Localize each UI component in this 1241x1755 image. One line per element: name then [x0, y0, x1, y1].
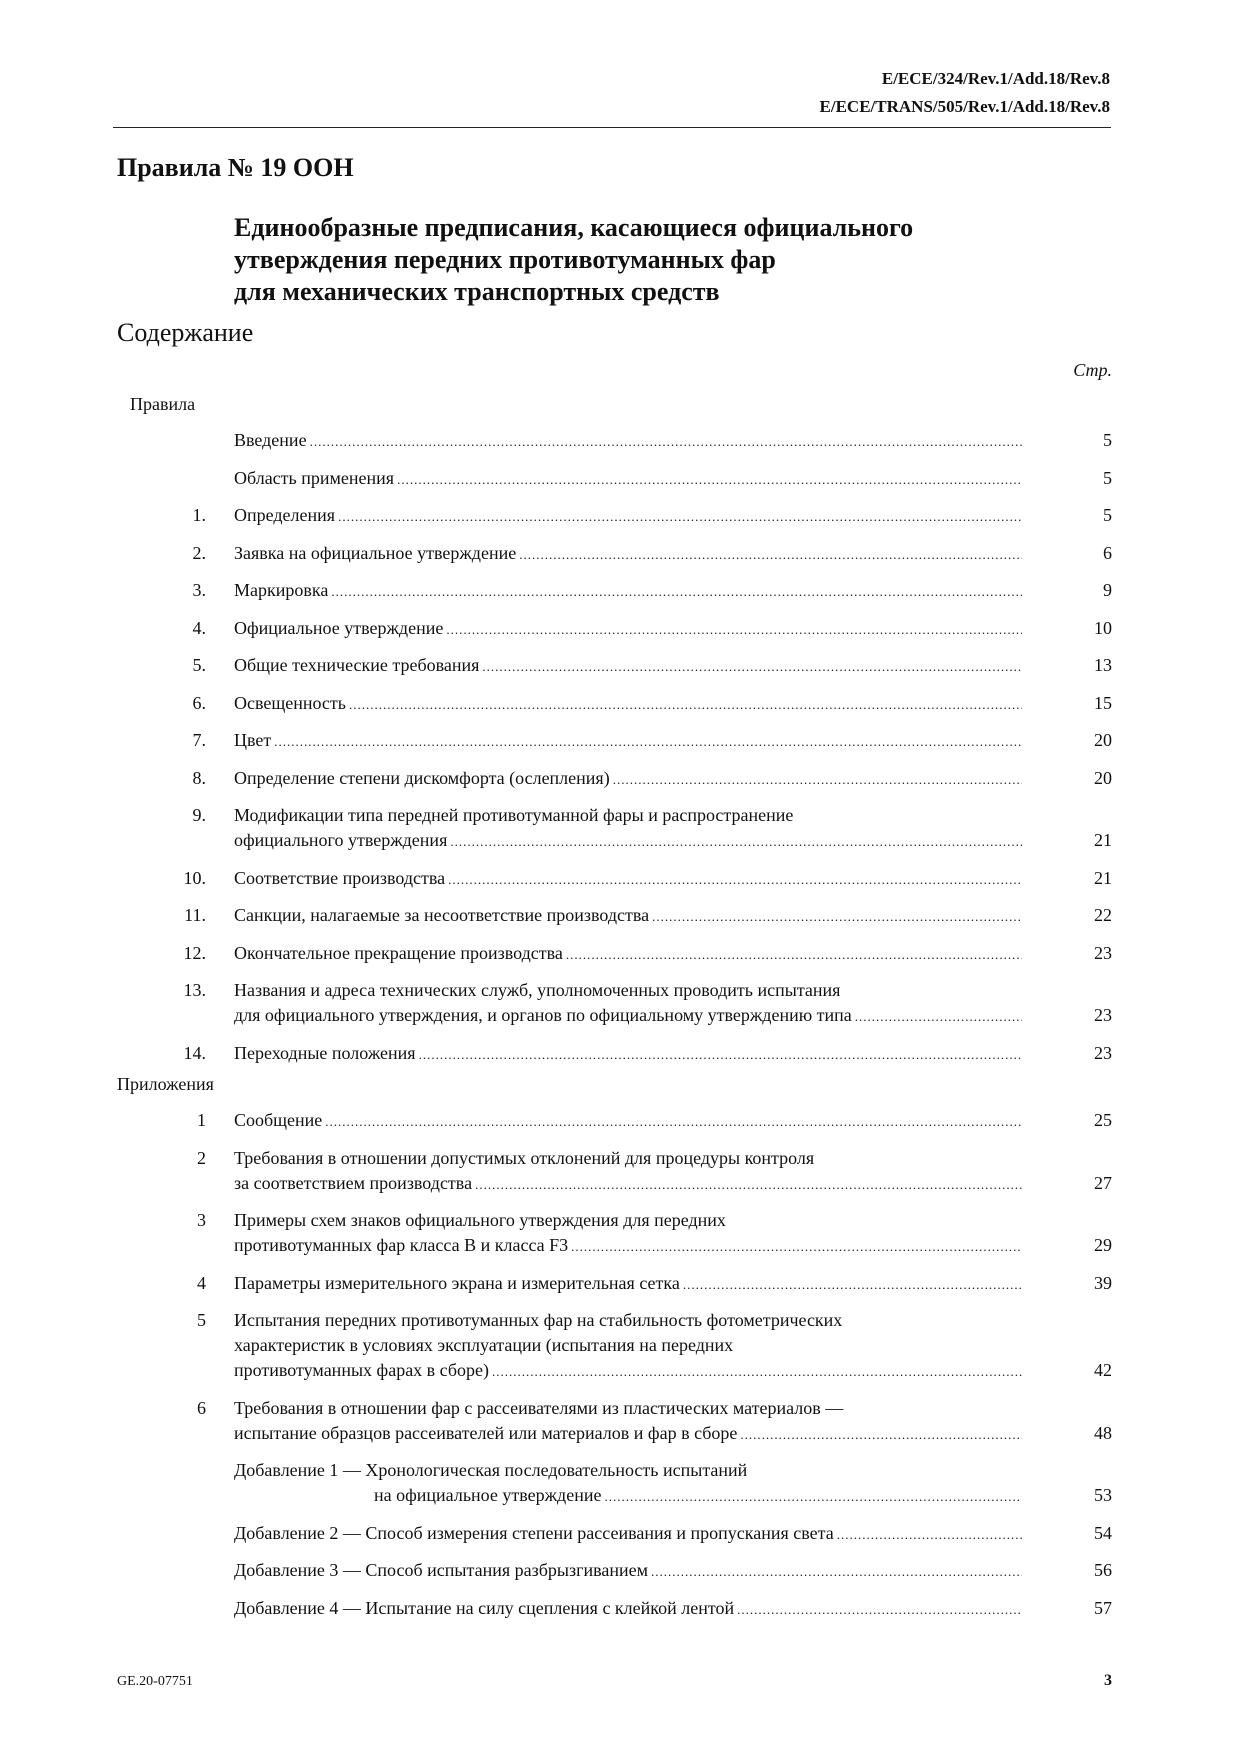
- toc-entry-title: [234, 466, 1022, 492]
- toc-entry-text-line: Требования в отношении фар с рассеивателями из пластических материалов —: [234, 1397, 844, 1418]
- toc-entry-text-line: Модификации типа передней противотуманной фары и распространение: [234, 805, 794, 825]
- dot-leader: [648, 1558, 1022, 1584]
- toc-entry-number: 6: [197, 1397, 206, 1418]
- toc-entry-text-line: Названия и адреса технических служб, уполномоченных проводить испытания: [234, 980, 841, 1000]
- toc-entry-page: 54: [1094, 1522, 1112, 1543]
- dot-leader: [737, 1421, 1022, 1447]
- dot-leader: [568, 1233, 1022, 1259]
- toc-entry-page: 6: [1103, 542, 1112, 563]
- toc-entry-text-line: Соответствие производства: [234, 867, 446, 888]
- dot-leader: [271, 728, 1022, 754]
- toc-entry-text-line: официального утверждения: [234, 830, 448, 850]
- toc-entry-page: 48: [1094, 1422, 1112, 1443]
- toc-entry-title: [234, 903, 1022, 929]
- toc-entry-text-line: Маркировка: [234, 580, 329, 600]
- dot-leader: [307, 428, 1022, 454]
- section-label-annexes: Приложения: [117, 1074, 214, 1094]
- toc-entry-number: 8.: [192, 767, 206, 788]
- toc-entry-number: 9.: [192, 805, 206, 825]
- dot-leader: [416, 1041, 1022, 1067]
- toc-entry-page: 20: [1094, 730, 1112, 750]
- toc-entry-text-line: Цвет: [234, 730, 272, 750]
- toc-entry-title: [234, 653, 1022, 679]
- toc-entry-number: 14.: [183, 1042, 206, 1063]
- toc-entry-text-line: Определение степени дискомфорта (ослепления): [234, 767, 610, 788]
- toc-entry-number: 3: [197, 1210, 206, 1230]
- toc-entry-page: 53: [1094, 1485, 1112, 1505]
- toc-entry-page: 21: [1094, 867, 1112, 888]
- toc-entry-page: 15: [1094, 692, 1112, 713]
- toc-entry-page: 29: [1094, 1235, 1112, 1255]
- toc-entry-title: [234, 1521, 1022, 1547]
- dot-leader: [610, 766, 1022, 792]
- dot-leader: [734, 1596, 1022, 1622]
- dot-leader: [335, 503, 1022, 529]
- toc-entry-page: 5: [1103, 467, 1112, 488]
- toc-entry-text-line: Заявка на официальное утверждение: [234, 542, 517, 563]
- toc-entry-title: [234, 978, 1022, 1029]
- dot-leader: [563, 941, 1022, 967]
- toc-entry-title: [234, 728, 1022, 754]
- toc-entry-page: 56: [1094, 1560, 1112, 1580]
- toc-entry-number: 11.: [184, 905, 206, 925]
- toc-entry-text-line: Добавление 1 — Хронологическая последовательность испытаний: [234, 1460, 748, 1480]
- toc-entry-title: [234, 616, 1022, 642]
- toc-entry-number: 4.: [192, 617, 206, 638]
- dot-leader: [328, 578, 1022, 604]
- toc-entry-number: 10.: [183, 867, 206, 888]
- toc-entry-title: [234, 503, 1022, 529]
- toc-entry-title: [234, 1208, 1022, 1259]
- toc-entry-text-line: Сообщение: [234, 1110, 323, 1130]
- toc-entry-number: 6.: [192, 692, 206, 713]
- dot-leader: [346, 691, 1022, 717]
- subtitle-line: утверждения передних противотуманных фар: [234, 245, 776, 274]
- regulation-title: Правила № 19 ООН: [117, 153, 354, 182]
- toc-entry-text-line: Испытания передних противотуманных фар на стабильность фотометрических: [234, 1310, 843, 1330]
- subtitle-line: Единообразные предписания, касающиеся официального: [234, 213, 914, 242]
- toc-entry-title: [234, 1458, 1022, 1509]
- page-column-label: Стр.: [1073, 360, 1112, 380]
- toc-entry-page: 10: [1094, 617, 1112, 638]
- document-symbol-2: E/ECE/TRANS/505/Rev.1/Add.18/Rev.8: [819, 97, 1110, 116]
- toc-entry-title: [234, 1558, 1022, 1584]
- dot-leader: [489, 1358, 1022, 1384]
- dot-leader: [680, 1271, 1022, 1297]
- toc-entry-text-line: Переходные положения: [234, 1042, 416, 1063]
- dot-leader: [447, 828, 1022, 854]
- document-symbol-1: E/ECE/324/Rev.1/Add.18/Rev.8: [881, 69, 1110, 88]
- toc-entry-page: 57: [1094, 1597, 1112, 1618]
- dot-leader: [649, 903, 1022, 929]
- toc-entry-page: 20: [1094, 767, 1112, 788]
- toc-entry-text-line: противотуманных фарах в сборе): [234, 1360, 490, 1380]
- header-rule: [113, 127, 1111, 128]
- toc-entry-text-line: для официального утверждения, и органов по официальному утверждению типа: [234, 1005, 852, 1025]
- toc-entry-text-line: Требования в отношении допустимых отклонений для процедуры контроля: [234, 1147, 815, 1168]
- toc-entry-text-line: противотуманных фар класса B и класса F3: [234, 1235, 569, 1255]
- toc-entry-page: 39: [1094, 1272, 1112, 1293]
- toc-entry-number: 13.: [183, 980, 206, 1000]
- toc-entry-number: 2.: [192, 542, 206, 563]
- toc-entry-title: [234, 541, 1022, 567]
- toc-entry-text-line: на официальное утверждение: [374, 1485, 602, 1505]
- toc-entry-page: 22: [1094, 905, 1112, 925]
- toc-entry-title: [234, 1041, 1022, 1067]
- toc-entry-page: 42: [1094, 1360, 1112, 1380]
- dot-leader: [472, 1171, 1022, 1197]
- toc-entry-text-line: Официальное утверждение: [234, 617, 444, 638]
- toc-entry-number: 5: [197, 1310, 206, 1330]
- toc-entry-text-line: Освещенность: [234, 692, 346, 713]
- contents-heading: Содержание: [117, 318, 254, 347]
- regulation-subtitle: [234, 212, 913, 308]
- dot-leader: [394, 466, 1022, 492]
- dot-leader: [479, 653, 1022, 679]
- toc-entry-page: 5: [1103, 430, 1112, 450]
- toc-entry-number: 2: [197, 1147, 206, 1168]
- toc-entry-text-line: характеристик в условиях эксплуатации (испытания на передних: [234, 1335, 734, 1355]
- footer-job-number: GE.20-07751: [117, 1674, 193, 1689]
- toc-entry-title: [234, 578, 1022, 604]
- toc-entry-page: 23: [1094, 1005, 1112, 1025]
- dot-leader: [601, 1483, 1022, 1509]
- toc-entry-title: [234, 1308, 1022, 1384]
- toc-entry-title: [234, 766, 1022, 792]
- toc-entry-text-line: Окончательное прекращение производства: [234, 942, 563, 963]
- toc-entry-title: [234, 1596, 1022, 1622]
- toc-entry-text-line: Добавление 4 — Испытание на силу сцепления с клейкой лентой: [234, 1597, 735, 1618]
- toc-entry-text-line: Параметры измерительного экрана и измерительная сетка: [234, 1272, 680, 1293]
- toc-entry-page: 23: [1094, 1042, 1112, 1063]
- dot-leader: [443, 616, 1022, 642]
- toc-entry-title: [234, 691, 1022, 717]
- toc-entry-page: 13: [1094, 655, 1112, 675]
- toc-entry-text-line: Общие технические требования: [234, 655, 480, 675]
- dot-leader: [445, 866, 1022, 892]
- toc-entry-number: 7.: [192, 730, 206, 750]
- toc-entry-text-line: Добавление 2 — Способ измерения степени рассеивания и пропускания света: [234, 1522, 834, 1543]
- toc-entry-title: [234, 1108, 1022, 1134]
- toc-entry-text-line: испытание образцов рассеивателей или материалов и фар в сборе: [234, 1422, 738, 1443]
- toc-entry-text-line: Область применения: [234, 467, 395, 488]
- toc-entry-text-line: Добавление 3 — Способ испытания разбрызгиванием: [234, 1560, 648, 1580]
- dot-leader: [322, 1108, 1022, 1134]
- toc-entry-title: [234, 428, 1022, 454]
- toc-entry-text-line: Введение: [234, 430, 307, 450]
- toc-entry-number: 1.: [192, 505, 206, 525]
- dot-leader: [834, 1521, 1022, 1547]
- toc-entry-title: [234, 803, 1022, 854]
- toc-entry-page: 25: [1094, 1110, 1112, 1130]
- toc-entry-page: 5: [1103, 505, 1112, 525]
- toc-entry-title: [234, 1396, 1022, 1447]
- toc-entry-text-line: Санкции, налагаемые за несоответствие производства: [234, 905, 650, 925]
- toc-entry-page: 21: [1094, 830, 1112, 850]
- toc-entry-text-line: за соответствием производства: [234, 1172, 473, 1193]
- footer-page-number: 3: [1104, 1672, 1112, 1689]
- toc-entry-page: 9: [1103, 580, 1112, 600]
- toc-entry-title: [234, 1146, 1022, 1197]
- section-label-regulations: Правила: [130, 394, 196, 414]
- dot-leader: [852, 1003, 1022, 1029]
- toc-entry-number: 4: [197, 1272, 206, 1293]
- toc-entry-text-line: Определения: [234, 505, 336, 525]
- toc-entry-title: [234, 941, 1022, 967]
- toc-entry-number: 1: [197, 1110, 206, 1130]
- toc-entry-page: 27: [1094, 1172, 1112, 1193]
- toc-entry-number: 12.: [183, 942, 206, 963]
- toc-entry-text-line: Примеры схем знаков официального утверждения для передних: [234, 1210, 726, 1230]
- toc-entry-number: 3.: [192, 580, 206, 600]
- dot-leader: [516, 541, 1022, 567]
- toc-entry-number: 5.: [192, 655, 206, 675]
- subtitle-line: для механических транспортных средств: [234, 277, 720, 306]
- toc-entry-page: 23: [1094, 942, 1112, 963]
- toc-entry-title: [234, 866, 1022, 892]
- toc-entry-title: [234, 1271, 1022, 1297]
